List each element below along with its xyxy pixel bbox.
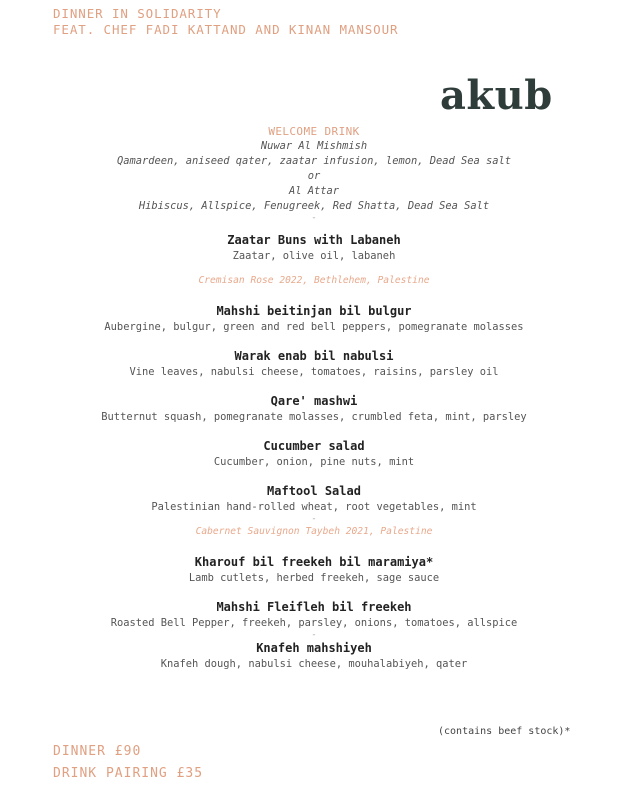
dish-name: Cucumber salad <box>263 439 365 453</box>
dish-description: Vine leaves, nabulsi cheese, tomatoes, raisins, parsley oil <box>129 366 499 378</box>
allergen-footnote: (contains beef stock)* <box>438 726 571 737</box>
menu-body <box>0 124 628 672</box>
drink-pairing-price: DRINK PAIRING £35 <box>53 766 204 781</box>
dish-description: Lamb cutlets, herbed freekeh, sage sauce <box>188 572 440 584</box>
dinner-price: DINNER £90 <box>53 744 142 759</box>
welcome-drink-or: or <box>307 170 321 182</box>
dish-name: Warak enab bil nabulsi <box>234 349 394 363</box>
separator: - <box>311 630 317 640</box>
menu-header <box>53 6 398 38</box>
welcome-drink-option-1-desc: Qamardeen, aniseed qater, zaatar infusion, lemon, Dead Sea salt <box>116 155 512 167</box>
akub-logo: akub <box>440 72 553 119</box>
welcome-drink-title: WELCOME DRINK <box>268 125 360 138</box>
dish-name: Kharouf bil freekeh bil maramiya* <box>194 555 434 569</box>
dish-description: Roasted Bell Pepper, freekeh, parsley, onions, tomatoes, allspice <box>110 617 518 629</box>
welcome-drink-option-1-name: Nuwar Al Mishmish <box>260 140 368 152</box>
dish-description: Knafeh dough, nabulsi cheese, mouhalabiyeh, qater <box>160 658 468 670</box>
dish-description: Butternut squash, pomegranate molasses, crumbled feta, mint, parsley <box>101 411 527 423</box>
welcome-drink-option-2-desc: Hibiscus, Allspice, Fenugreek, Red Shatta, Dead Sea Salt <box>138 200 490 212</box>
dish-name: Qare' mashwi <box>270 394 358 408</box>
dish-name: Mahshi beitinjan bil bulgur <box>216 304 412 318</box>
price-list <box>53 741 203 785</box>
dish-description: Palestinian hand-rolled wheat, root vegetables, mint <box>151 501 477 513</box>
event-subtitle: FEAT. CHEF FADI KATTAND AND KINAN MANSOUR <box>53 22 399 37</box>
dish-description: Zaatar, olive oil, labaneh <box>232 250 396 262</box>
event-title: DINNER IN SOLIDARITY <box>53 6 222 21</box>
wine-pairing: Cabernet Sauvignon Taybeh 2021, Palestine <box>195 526 433 537</box>
dish-description: Aubergine, bulgur, green and red bell peppers, pomegranate molasses <box>104 321 524 333</box>
dish-name: Knafeh mahshiyeh <box>256 641 372 655</box>
dish-name: Maftool Salad <box>267 484 361 498</box>
welcome-drink-option-2-name: Al Attar <box>288 185 340 197</box>
separator: - <box>311 514 317 524</box>
dish-description: Cucumber, onion, pine nuts, mint <box>213 456 415 468</box>
dish-name: Zaatar Buns with Labaneh <box>227 233 401 247</box>
separator: - <box>311 213 317 223</box>
dish-name: Mahshi Fleifleh bil freekeh <box>216 600 412 614</box>
wine-pairing: Cremisan Rose 2022, Bethlehem, Palestine <box>198 275 430 286</box>
